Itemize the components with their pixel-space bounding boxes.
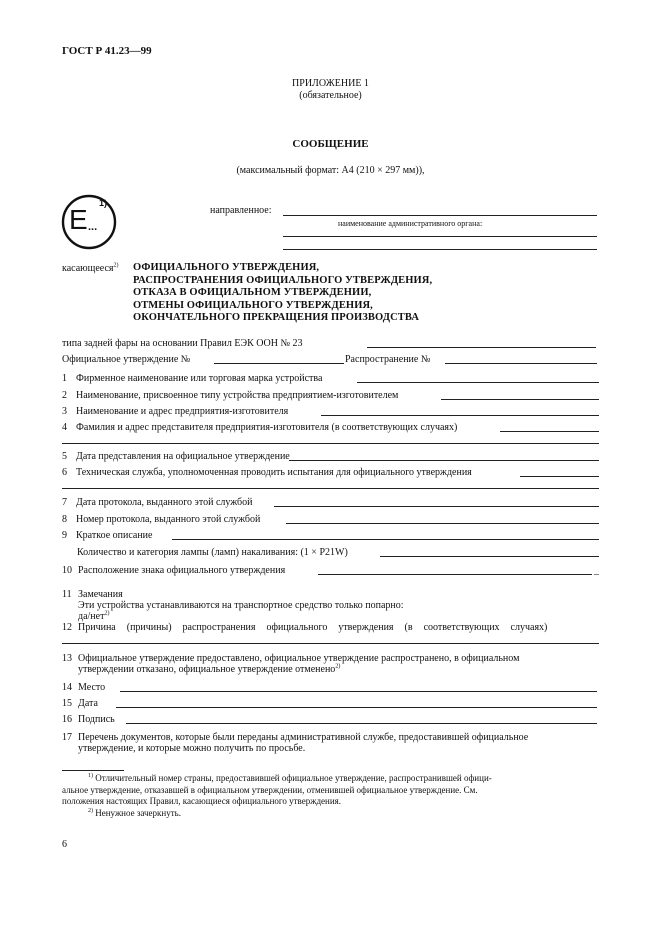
appendix-title: ПРИЛОЖЕНИЕ 1 <box>292 78 369 89</box>
sent-line-2 <box>283 236 597 237</box>
item-13: 13 Официальное утверждение предоставлено, официальное утверждение распространено, в официальном <box>62 653 520 664</box>
item-4: 4 Фамилия и адрес представителя предприятия-изготовителя (в соответствующих случаях) <box>62 422 458 433</box>
item-4-fill <box>500 431 599 432</box>
mark-letter: E <box>69 204 88 235</box>
approval-number-row: Официальное утверждение № <box>62 354 191 365</box>
item-5: 5 Дата представления на официальное утверждение <box>62 451 290 462</box>
item-3: 3 Наименование и адрес предприятия-изготовителя <box>62 406 289 417</box>
item-6-fill-2 <box>62 488 599 489</box>
item-15: 15 Дата <box>62 698 98 709</box>
item-4-fill-2 <box>62 443 599 444</box>
lamp-line-fill <box>380 556 599 557</box>
item-7: 7 Дата протокола, выданного этой службой <box>62 497 253 508</box>
item-10: 10 Расположение знака официального утверждения <box>62 565 286 576</box>
concerning-item: РАСПРОСТРАНЕНИЯ ОФИЦИАЛЬНОГО УТВЕРЖДЕНИЯ, <box>133 274 433 286</box>
footnote-1: $^{1)}$ Отличительный номер страны, предоставившей официальное утверждение, распространившей офици- альное утверждение, отказавшей в официальном утверждении, отменившей официальное утверждение. См. положения настоящих Правил, касающиеся официального утверждения. <box>62 773 492 806</box>
concerning-item: ОФИЦИАЛЬНОГО УТВЕРЖДЕНИЯ, <box>133 262 320 273</box>
approval-number-fill <box>214 363 344 364</box>
item-10-fill <box>318 574 592 575</box>
item-11-line1: Эти устройства устанавливаются на транспортное средство только попарно: <box>78 600 404 611</box>
item-17-line2: утверждение, и которые можно получить по просьбе. <box>78 743 306 754</box>
appendix-subtitle: (обязательное) <box>299 90 362 101</box>
item-5-fill <box>289 460 599 461</box>
document-code: ГОСТ Р 41.23—99 <box>62 45 152 57</box>
extension-number-fill <box>445 363 597 364</box>
item-6-fill <box>520 476 599 477</box>
page-number: 6 <box>62 839 67 850</box>
concerning-item: ОТМЕНЫ ОФИЦИАЛЬНОГО УТВЕРЖДЕНИЯ, <box>133 299 373 311</box>
footnote-2: $^{2)}$ Ненужное зачеркнуть. <box>88 808 182 818</box>
item-12-fill <box>62 643 599 644</box>
item-2: 2 Наименование, присвоенное типу устройства предприятием-изготовителем <box>62 390 399 401</box>
item-3-fill <box>321 415 599 416</box>
item-9: 9 Краткое описание <box>62 530 153 541</box>
sent-line <box>283 215 597 216</box>
sent-line-3 <box>283 249 597 250</box>
item-17: 17 Перечень документов, которые были переданы административной службе, предоставившей официальное <box>62 732 529 743</box>
concerning-item: ОТКАЗА В ОФИЦИАЛЬНОМ УТВЕРЖДЕНИИ, <box>133 287 372 298</box>
item-13-line2: утверждении отказано, официальное утверждение отменено$^{2)}$ <box>78 663 341 675</box>
item-11-line2: да/нет$^{2)}$ <box>78 610 110 622</box>
item-8: 8 Номер протокола, выданного этой службой <box>62 514 261 525</box>
item-9-fill <box>172 539 599 540</box>
item-8-fill <box>286 523 599 524</box>
item-16-fill <box>126 723 597 724</box>
item-14: 14 Место <box>62 682 106 693</box>
mark-footnote: 1) <box>99 198 108 208</box>
type-line-fill <box>367 347 596 348</box>
item-14-fill <box>120 691 597 692</box>
mark-dots: ... <box>88 221 98 233</box>
concerning-label: касающееся$^{2)}$ <box>62 262 119 274</box>
item-10-tail: _ <box>594 565 599 576</box>
item-16: 16 Подпись <box>62 714 115 725</box>
item-2-fill <box>441 399 599 400</box>
format-note: (максимальный формат: А4 (210 × 297 мм)), <box>236 165 425 176</box>
sent-caption: наименование административного органа: <box>338 219 483 228</box>
form-title: СООБЩЕНИЕ <box>292 138 369 150</box>
item-6: 6 Техническая служба, уполномоченная проводить испытания для официального утверждения <box>62 467 472 478</box>
lamp-line: Количество и категория лампы (ламп) накаливания: (1 × P21W) <box>77 547 348 558</box>
item-12: 12 Причина (причины) распространения официального утверждения (в соответствующих случаях) <box>62 622 548 633</box>
item-11: 11 Замечания <box>62 589 123 600</box>
concerning-list <box>133 262 432 325</box>
item-15-fill <box>116 707 597 708</box>
item-7-fill <box>274 506 599 507</box>
footnote-separator <box>62 770 124 771</box>
sent-label: направленное: <box>210 205 272 216</box>
extension-number-label: Распространение № <box>345 354 431 365</box>
item-1: 1 Фирменное наименование или торговая марка устройства <box>62 373 323 384</box>
type-line: типа задней фары на основании Правил ЕЭК ООН № 23 <box>62 338 303 349</box>
approval-mark-icon <box>55 193 123 251</box>
concerning-item: ОКОНЧАТЕЛЬНОГО ПРЕКРАЩЕНИЯ ПРОИЗВОДСТВА <box>133 312 420 323</box>
item-1-fill <box>357 382 599 383</box>
